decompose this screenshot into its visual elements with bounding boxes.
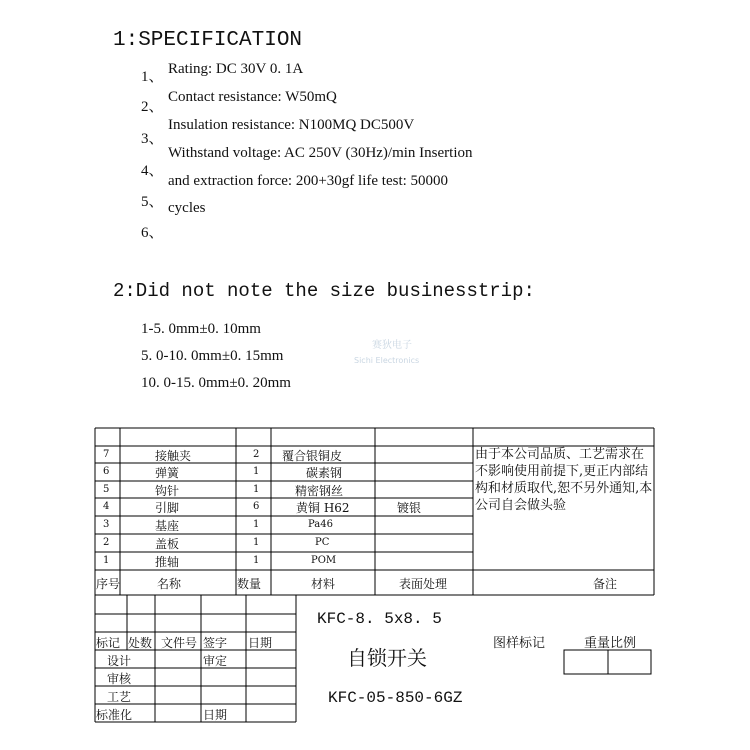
rev-label: 日期 (248, 636, 273, 650)
weight-scale-label: 重量比例 (584, 636, 637, 651)
bom-row-no: 7 (103, 449, 110, 460)
spec-line-withstand: Withstand voltage: AC 250V (30Hz)/min Insertion (168, 145, 473, 161)
bom-row-material: POM (311, 555, 337, 566)
bom-row-qty: 1 (253, 519, 260, 530)
rev-label: 标记 (96, 636, 121, 650)
bom-row-no: 3 (103, 519, 110, 530)
spec-line-rating: Rating: DC 30V 0. 1A (168, 61, 304, 77)
standard-label: 标准化 (96, 708, 133, 722)
watermark-cn: 赛狄电子 (372, 340, 412, 351)
bom-row-qty: 1 (253, 555, 260, 566)
bom-header-remark: 备注 (593, 577, 618, 591)
spec-number: 5、 (141, 194, 164, 210)
bom-row-material: Pa46 (308, 519, 333, 530)
bom-row-no: 5 (103, 484, 110, 495)
bom-row-no: 4 (103, 501, 110, 512)
spec-line-force: and extraction force: 200+30gf life test: 50000 (168, 173, 449, 189)
spec-line-cycles: cycles (168, 200, 206, 216)
bom-row-material: 覆合银铜皮 (282, 449, 343, 463)
check-label: 审核 (107, 672, 132, 686)
approve-label: 审定 (203, 654, 228, 668)
size-heading: 2:Did not note the size businesstrip: (113, 280, 535, 302)
process-label: 工艺 (107, 690, 132, 704)
revision-note: 由于本公司品质、工艺需求在不影响使用前提下,更正内部结构和材质取代,恕不另外通知,本 公司自会做头验 (475, 447, 653, 513)
bom-header-qty: 数量 (237, 577, 262, 591)
bom-row-name: 弹簧 (155, 466, 180, 480)
bom-header-name: 名称 (157, 577, 182, 591)
bom-row-no: 1 (103, 555, 110, 566)
bom-header-finish: 表面处理 (399, 577, 448, 591)
bom-row-qty: 6 (253, 501, 260, 512)
date-label: 日期 (203, 708, 228, 722)
bom-row-no: 2 (103, 537, 110, 548)
watermark-en: Sichi Electronics (354, 356, 420, 365)
bom-row-name: 接触夹 (155, 449, 192, 463)
rev-label: 文件号 (161, 636, 198, 650)
rev-label: 签字 (203, 636, 228, 650)
bom-row-no: 6 (103, 466, 110, 477)
spec-number: 2、 (141, 99, 164, 115)
drawing-mark-label: 图样标记 (493, 636, 546, 651)
bom-row-material: 碳素钢 (306, 466, 343, 480)
spec-line-contact: Contact resistance: W50mQ (168, 89, 337, 105)
tolerance-line: 1-5. 0mm±0. 10mm (141, 321, 261, 337)
bom-row-finish: 镀银 (397, 501, 422, 515)
bom-row-qty: 1 (253, 484, 260, 495)
spec-heading: 1:SPECIFICATION (113, 29, 303, 52)
spec-line-insulation: Insulation resistance: N100MQ DC500V (168, 117, 415, 133)
bom-row-qty: 2 (253, 449, 260, 460)
bom-row-name: 基座 (155, 519, 180, 533)
spec-number: 3、 (141, 131, 164, 147)
spec-number: 6、 (141, 225, 164, 241)
rev-label: 处数 (128, 636, 153, 650)
bom-header-no: 序号 (96, 577, 121, 591)
bom-row-material: 黄铜 H62 (296, 501, 350, 515)
bom-header-material: 材料 (311, 577, 336, 591)
tolerance-line: 5. 0-10. 0mm±0. 15mm (141, 348, 284, 364)
product-name: 自锁开关 (347, 646, 427, 670)
bom-row-qty: 1 (253, 466, 260, 477)
bom-row-name: 推轴 (155, 555, 180, 569)
bom-row-name: 引脚 (155, 501, 180, 515)
tolerance-line: 10. 0-15. 0mm±0. 20mm (141, 375, 291, 391)
model-number: KFC-8. 5x8. 5 (317, 610, 442, 628)
bom-row-name: 盖板 (155, 537, 180, 551)
bom-row-qty: 1 (253, 537, 260, 548)
bom-row-material: PC (315, 537, 330, 548)
bom-row-name: 钩针 (155, 484, 180, 498)
design-label: 设计 (107, 654, 132, 668)
spec-number: 1、 (141, 69, 164, 85)
bom-row-material: 精密钢丝 (295, 484, 344, 498)
spec-number: 4、 (141, 163, 164, 179)
part-number: KFC-05-850-6GZ (328, 689, 463, 707)
